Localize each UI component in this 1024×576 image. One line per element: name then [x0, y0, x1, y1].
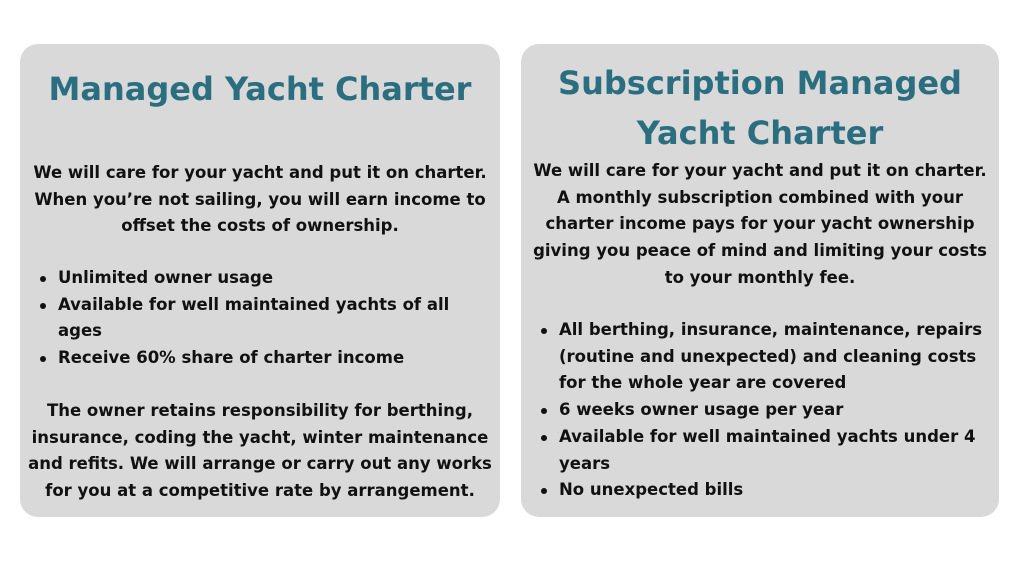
managed-charter-title: Managed Yacht Charter: [48, 70, 472, 108]
managed-charter-intro: We will care for your yacht and put it on charter. When you’re not sailing, you will earn income to offset the costs of ownership.: [33, 163, 487, 236]
managed-charter-card: [20, 44, 500, 517]
bullet-item: No unexpected bills: [521, 477, 991, 504]
subscription-charter-bullets: [521, 317, 991, 504]
subscription-charter-intro: We will care for your yacht and put it on charter. A monthly subscription combined with your charter income pays for your yacht ownership giving you peace of mind and limiting your costs to your monthly fee.: [533, 161, 987, 287]
managed-charter-bullets: [20, 265, 492, 372]
bullet-item: All berthing, insurance, maintenance, repairs (routine and unexpected) and cleaning costs for the whole year are covered: [521, 317, 991, 397]
bullet-item: Available for well maintained yachts under 4 years: [521, 424, 991, 477]
bullet-item: Unlimited owner usage: [20, 265, 492, 292]
bullet-item: 6 weeks owner usage per year: [521, 397, 991, 424]
managed-charter-footer: The owner retains responsibility for berthing, insurance, coding the yacht, winter maintenance and refits. We will arrange or carry out any works for you at a competitive rate by arrangement.: [28, 401, 492, 501]
subscription-charter-card: [521, 44, 999, 517]
bullet-item: Receive 60% share of charter income: [20, 345, 492, 372]
subscription-charter-title: Subscription Managed Yacht Charter: [558, 64, 962, 152]
bullet-item: Available for well maintained yachts of all ages: [20, 292, 492, 345]
